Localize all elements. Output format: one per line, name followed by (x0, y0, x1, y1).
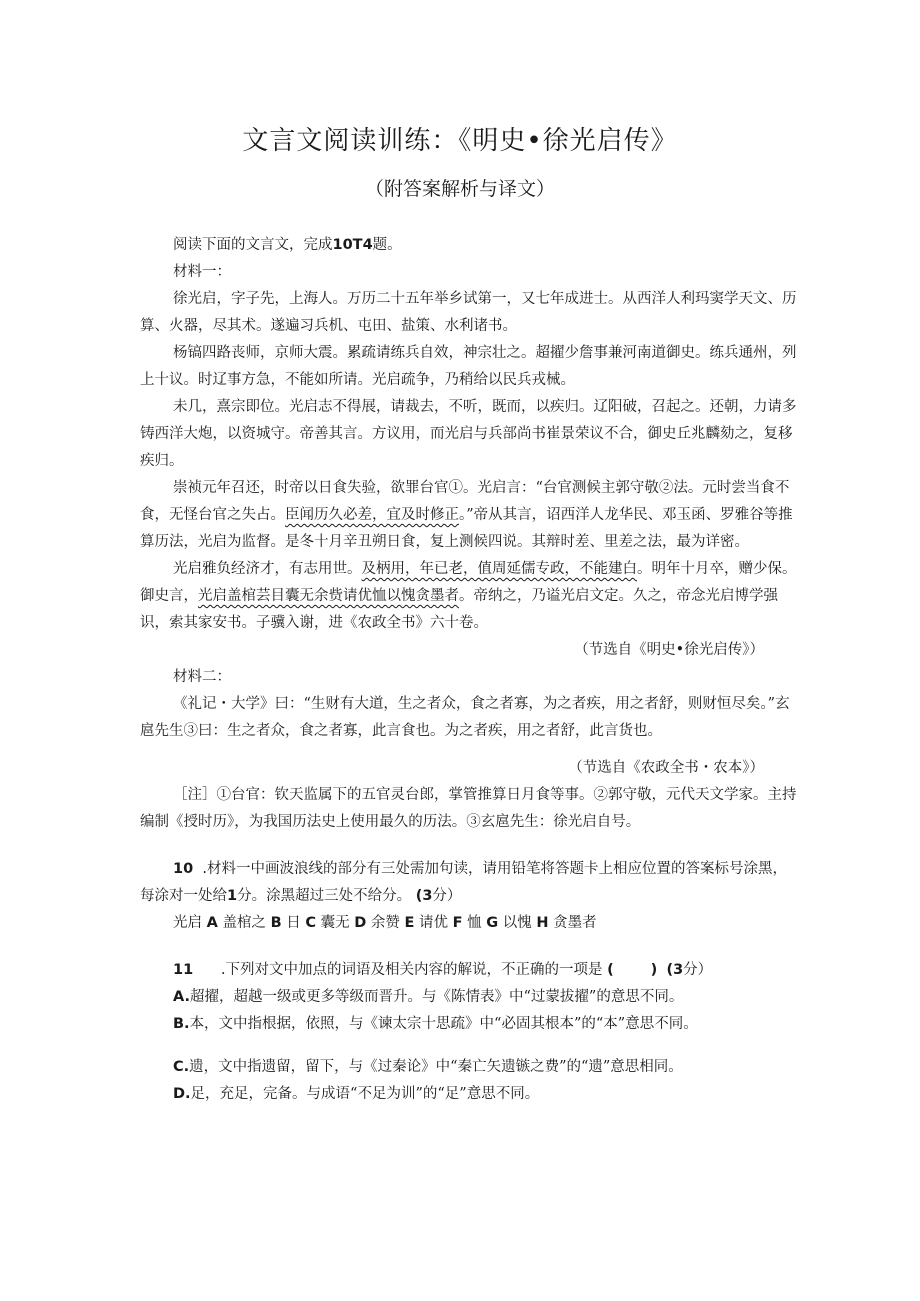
option-text: 余赞 (366, 915, 405, 931)
option-text-end: 贪墨者 (548, 915, 597, 931)
option-text: 以愧 (498, 915, 537, 931)
question-text: .下列对文中加点的词语及相关内容的解说，不正确的一项是 (220, 962, 603, 978)
annotation-notes: ［注］①台官：钦天监属下的五官灵台郎，掌管推算日月食等事。②郭守敬，元代天文学家。主持编制《授时历》，为我国历法史上使用最久的历法。③玄扈先生：徐光启自号。 (140, 787, 797, 830)
option-letter: D (354, 915, 367, 931)
material1-paragraph-3: 未几，熹宗即位。光启志不得展，请裁去，不听，既而，以疾归。辽阳破，召起之。还朝，力请多铸西洋大炮，以资城守。帝善其言。方议用，而光启与兵部尚书崔景荣议不合，御史丘兆麟劾之，复移疾归。 (140, 399, 797, 469)
option-text: 本，文中指根据，依照，与《谏太宗十思疏》中“必固其根本”的“本”意思不同。 (189, 1016, 698, 1032)
option-text: 恤 (462, 915, 487, 931)
p5-text: 光启雅负经济才，有志用世。 (173, 561, 362, 577)
option-letter: E (404, 915, 415, 931)
question-10 (140, 856, 800, 910)
answer-paren-open: ( (607, 962, 614, 978)
option-b (140, 1011, 800, 1038)
option-text: 超擢，超越一级或更多等级而晋升。与《陈情表》中“过蒙拔擢”的意思不同。 (190, 989, 684, 1005)
intro-instruction (140, 232, 800, 259)
points-value: 1 (227, 888, 238, 904)
wavy-underlined-sentence: 光启盖棺芸目囊无余赀请优恤以愧贪墨者 (198, 588, 459, 604)
option-letter: A. (173, 989, 190, 1005)
option-letter: B (270, 915, 282, 931)
passage-body (140, 232, 800, 1108)
score-value: (3 (415, 888, 433, 904)
material1-source: （节选自《明史•徐光启传》） (574, 642, 764, 658)
intro-range: 10T4 (332, 237, 373, 253)
option-a (140, 984, 800, 1011)
material1-paragraph-5 (140, 556, 800, 637)
option-letter: H (536, 915, 549, 931)
option-letter: F (452, 915, 463, 931)
option-letter: G (486, 915, 499, 931)
material1-paragraph-1: 徐光启，字子先，上海人。万历二十五年举乡试第一，又七年成进士。从西洋人利玛窦学天文、历算、火器，尽其术。遂遍习兵机、屯田、盐策、水利诸书。 (140, 291, 797, 334)
intro-text: 阅读下面的文言文，完成 (173, 237, 333, 253)
option-letter: B. (173, 1016, 190, 1032)
spacer (140, 1038, 800, 1054)
p5-text-mid: 。明年十月卒，赠少保。御史言， (140, 561, 797, 604)
option-text: 遗，文中指遗留，留下，与《过秦论》中“秦亡矢遗镞之费”的“遗”意思相同。 (189, 1059, 683, 1075)
option-d (140, 1081, 800, 1108)
p5-text-end: 。帝纳之，乃谥光启文定。久之，帝念光启博学强识，索其家安书。子骥入谢，进《农政全书》六十卷。 (140, 588, 778, 631)
wavy-underlined-phrase: 及柄用，年已老，值周延儒专政，不能建白 (361, 561, 637, 577)
option-text: 足，充足，完备。与成语“不足为训”的“足”意思不同。 (190, 1086, 540, 1102)
question-number: 11 (173, 962, 194, 978)
question-10-options (140, 910, 800, 937)
question-text: .材料一中画波浪线的部分有三处需加句读，请用铅笔将答题卡上相应位置的答案标号涂黑，每涂对一处给 (140, 861, 788, 904)
p4-text-end: 。”帝从其言，诏西洋人龙华民、邓玉函、罗雅谷等推算历法，光启为监督。是冬十月辛丑朔日食，复上测候四说。其辩时差、里差之法，最为详密。 (140, 507, 793, 550)
option-letter: C (305, 915, 316, 931)
option-c (140, 1054, 800, 1081)
answer-paren-close: ) (650, 962, 658, 978)
wavy-underlined-phrase: 臣闻历久必差，宜及时修正 (285, 507, 459, 523)
option-text: 光启 (173, 915, 207, 931)
material2-source: （节选自《农政全书・农本》） (568, 760, 764, 776)
score-unit: 分） (432, 888, 462, 904)
option-text: 盖棺之 (217, 915, 271, 931)
option-letter: A (206, 915, 218, 931)
question-11 (140, 957, 800, 984)
material2-label: 材料二： (173, 669, 231, 685)
option-text: 日 (281, 915, 306, 931)
score-value: (3 (666, 962, 684, 978)
material2-paragraph: 《礼记・大学》曰：“生财有大道，生之者众，食之者寡，为之者疾，用之者舒，则财恒尽矣。”玄扈先生③曰：生之者众，食之者寡，此言食也。为之者疾，用之者舒，此言货也。 (140, 696, 790, 739)
material1-label: 材料一： (173, 264, 231, 280)
document-subtitle: （附答案解析与译文） (364, 178, 555, 200)
spacer (140, 937, 800, 957)
option-text: 请优 (414, 915, 453, 931)
question-number: 10 (173, 861, 194, 877)
question-text-end: 分。涂黑超过三处不给分。 (237, 888, 412, 904)
option-letter: D. (173, 1086, 191, 1102)
score-unit: 分） (683, 962, 713, 978)
material1-paragraph-2: 杨镐四路丧师，京师大震。累疏请练兵自效，神宗壮之。超擢少詹事兼河南道御史。练兵通州，列上十议。时辽事方急，不能如所请。光启疏争，乃稍给以民兵戎械。 (140, 345, 797, 388)
p4-text: 崇祯元年召还，时帝以日食失验，欲罪台官①。光启言：“台官测候主郭守敬②法。元时尝当食不食，无怪台官之失占。 (140, 480, 790, 523)
document-title: 文言文阅读训练：《明史•徐光启传》 (242, 126, 678, 156)
spacer (140, 836, 800, 856)
option-text: 囊无 (316, 915, 355, 931)
intro-text-end: 题。 (372, 237, 402, 253)
material1-paragraph-4 (140, 475, 800, 556)
option-letter: C. (173, 1059, 190, 1075)
